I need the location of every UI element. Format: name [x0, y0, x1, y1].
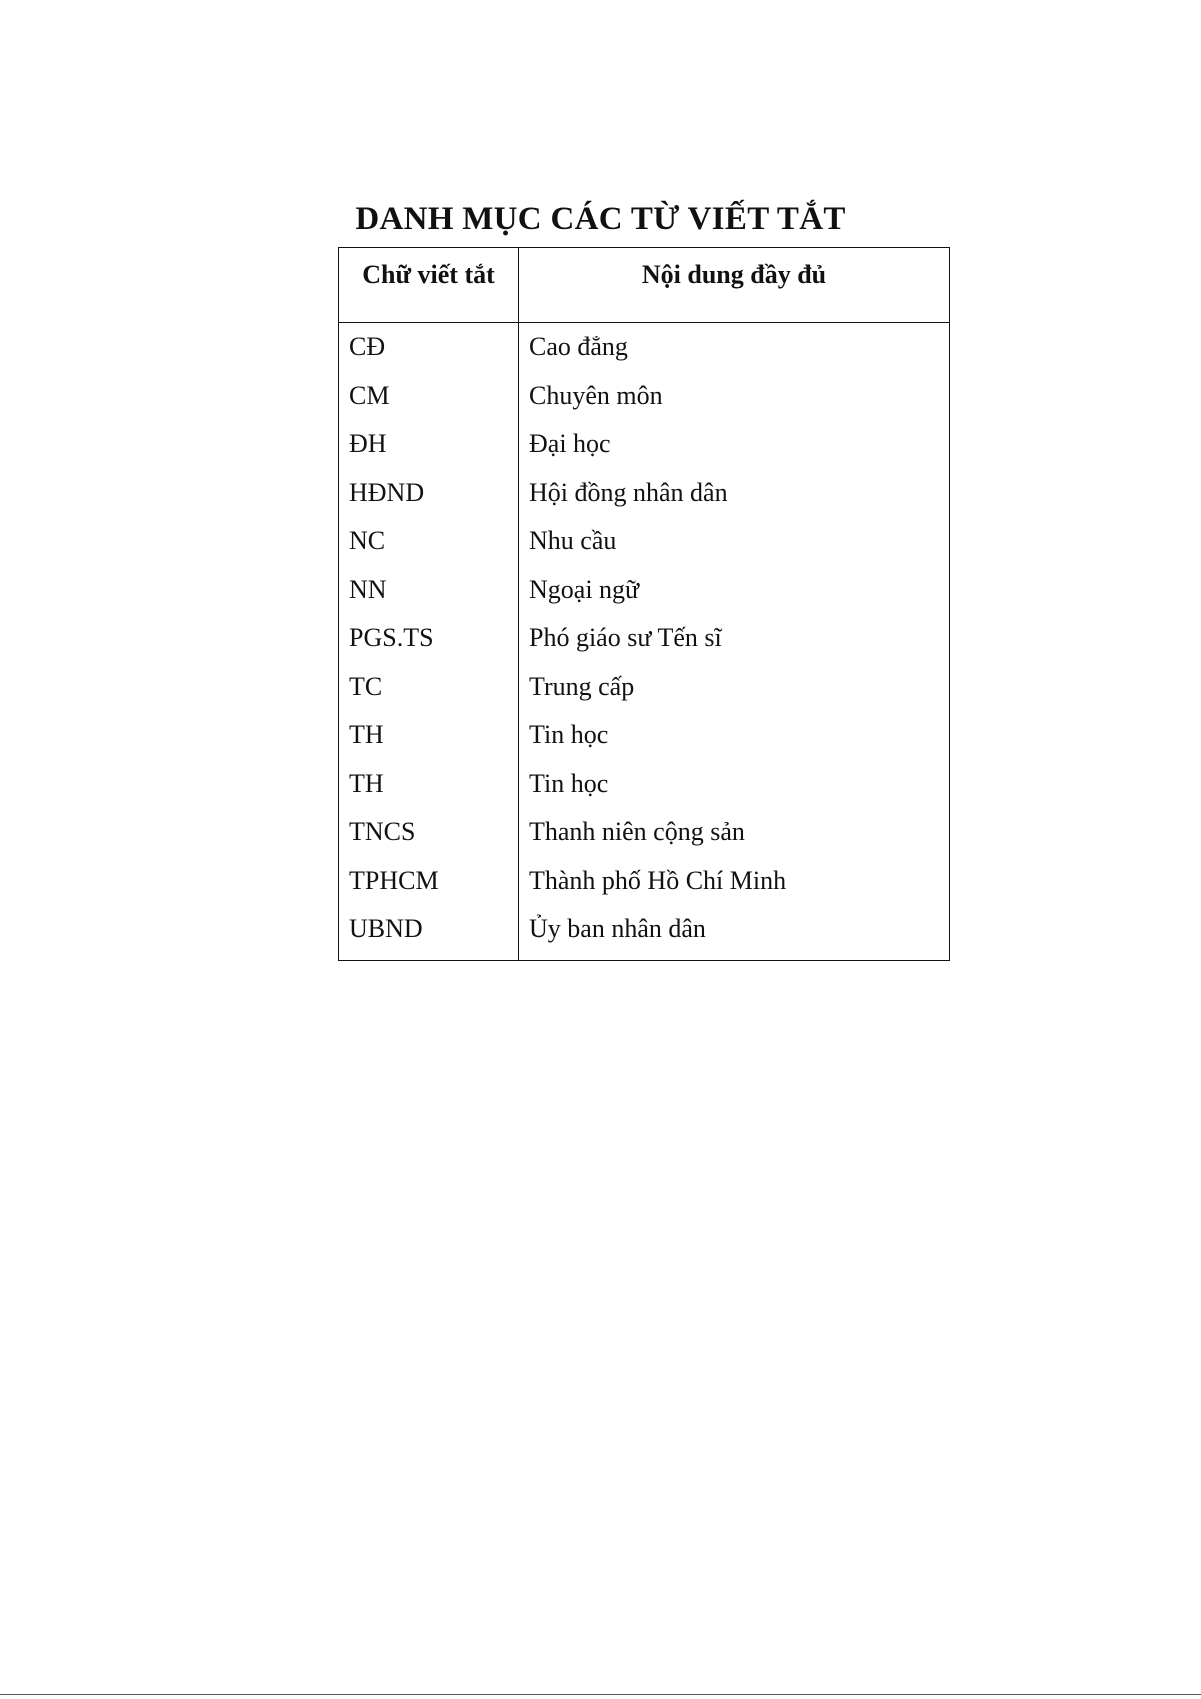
abbreviation-cell: CĐ — [339, 323, 519, 372]
table-row — [339, 420, 950, 469]
abbreviation-cell: TNCS — [339, 808, 519, 857]
abbreviation-cell: UBND — [339, 905, 519, 960]
table-row — [339, 857, 950, 906]
table-row — [339, 323, 950, 372]
abbreviation-cell: PGS.TS — [339, 614, 519, 663]
table-row — [339, 517, 950, 566]
full-content-cell: Tin học — [529, 768, 609, 798]
table-row — [339, 469, 950, 518]
abbreviation-cell: HĐND — [339, 469, 519, 518]
abbreviation-cell: ĐH — [339, 420, 519, 469]
full-content-cell: Phó giáo sư Tến sĩ — [529, 623, 722, 653]
abbreviation-table — [338, 247, 950, 961]
header-full-content: Nội dung đầy đủ — [519, 248, 950, 323]
page-bottom-divider — [0, 1694, 1201, 1695]
full-content-cell: Thanh niên cộng sản — [529, 817, 745, 847]
full-content-cell: Ủy ban nhân dân — [529, 914, 706, 944]
abbreviation-cell: CM — [339, 372, 519, 421]
full-content-cell: Tin học — [529, 720, 609, 750]
full-content-cell: Chuyên môn — [529, 380, 663, 410]
abbreviation-cell: NC — [339, 517, 519, 566]
table-row — [339, 808, 950, 857]
abbreviation-cell: NN — [339, 566, 519, 615]
full-content-cell: Đại học — [529, 429, 611, 459]
abbreviation-cell: TPHCM — [339, 857, 519, 906]
table-header-row — [339, 248, 950, 323]
full-content-cell: Hội đồng nhân dân — [529, 477, 728, 507]
header-abbreviation: Chữ viết tắt — [339, 248, 519, 323]
abbreviation-cell: TC — [339, 663, 519, 712]
table-row — [339, 566, 950, 615]
table-row — [339, 905, 950, 960]
table-row — [339, 711, 950, 760]
full-content-cell: Thành phố Hồ Chí Minh — [529, 865, 787, 895]
full-content-cell: Trung cấp — [529, 671, 635, 701]
table-row — [339, 760, 950, 809]
table-row — [339, 614, 950, 663]
full-content-cell: Nhu cầu — [529, 526, 617, 556]
page-title: DANH MỤC CÁC TỪ VIẾT TẮT — [355, 201, 846, 237]
abbreviation-cell: TH — [339, 711, 519, 760]
table-row — [339, 372, 950, 421]
table-row — [339, 663, 950, 712]
abbreviation-cell: TH — [339, 760, 519, 809]
full-content-cell: Ngoại ngữ — [529, 574, 640, 604]
full-content-cell: Cao đẳng — [529, 332, 628, 362]
